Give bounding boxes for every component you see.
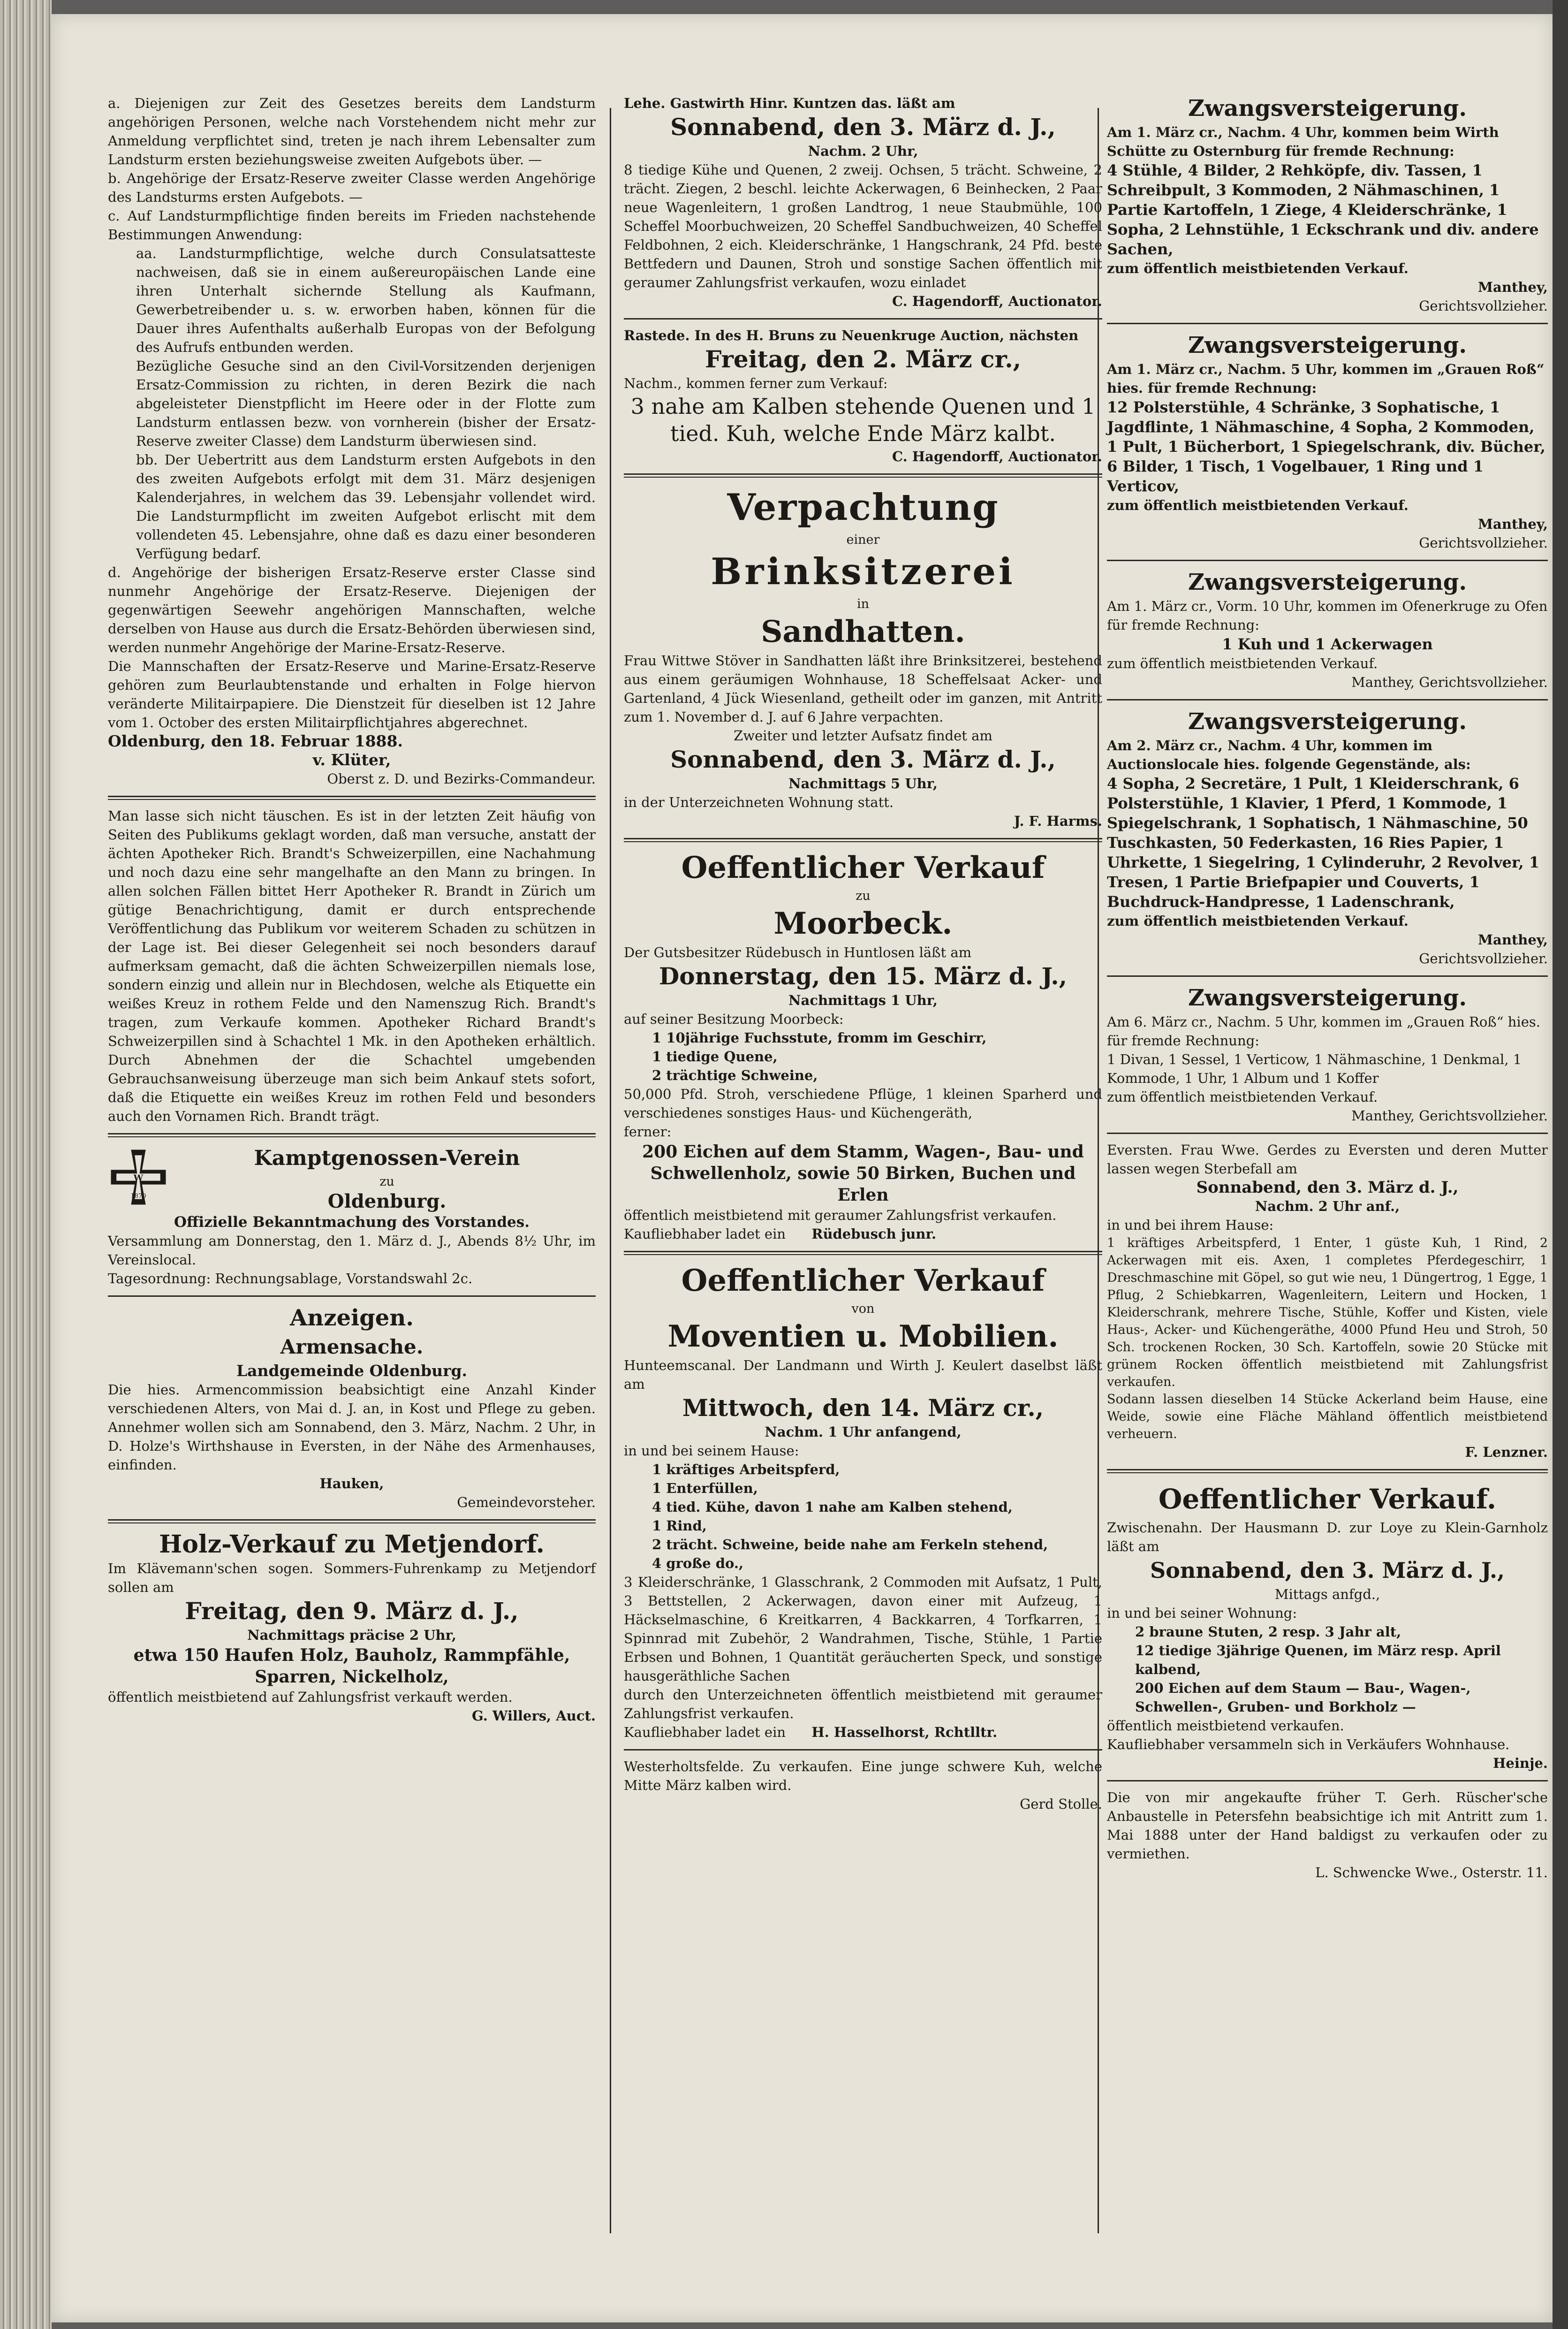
lehe-time: Nachm. 2 Uhr,: [808, 143, 918, 159]
zwang4-items: 4 Sopha, 2 Secretäre, 1 Pult, 1 Kleiderschrank, 6 Polsterstühle, 1 Klavier, 1 Pferd, 1 Kommode, 1 Spiegelschrank, 1 Sophatisch, 1 Nähmaschine, 50 Tuschkasten, 50 Federkasten, 16 Ries Papier, 1 Uhrkette, 1 Siegelring, 1 Cylinderuhr, 2 Revolver, 1 Tresen, 1 Partie Briefpapier und Couverts, 1 Buchdruck-Handpresse, 1 Ladenschrank,: [1107, 775, 1540, 911]
mobilien-item: 4 tied. Kühe, davon 1 nahe am Kalben stehend,: [652, 1499, 1013, 1515]
armen-text: Die hies. Armencommission beabsichtigt eine Anzahl Kinder verschiedenen Alters, von Mai d. J. an, in Kost und Pflege zu geben. Annehmer wollen sich am Sonnabend, den 3. März, Nachm. 2 Uhr, in D. Holze's Wirthshause in Eversten, in der Nähe des Armenhauses, einfinden.: [108, 1382, 596, 1473]
anzeigen-title: Anzeigen.: [290, 1305, 414, 1331]
zwang3-intro: Am 1. März cr., Vorm. 10 Uhr, kommen im Ofenerkruge zu Ofen für fremde Rechnung:: [1107, 598, 1548, 633]
holz-text: Im Klävemann'schen sogen. Sommers-Fuhrenkamp zu Metjendorf sollen am: [108, 1560, 596, 1595]
moorbeck-loc: auf seiner Besitzung Moorbeck:: [624, 1011, 844, 1027]
divider: [624, 838, 1102, 842]
mobilien-end: durch den Unterzeichneten öffentlich meistbietend mit geraumer Zahlungsfrist verkaufen.: [624, 1687, 1102, 1721]
eversten-text: 1 kräftiges Arbeitspferd, 1 Enter, 1 güste Kuh, 1 Rind, 2 Ackerwagen mit eis. Axen, 1 completes Pferdegeschirr, 1 Dreschmaschine mit Göpel, so gut wie neu, 1 Düngertrog, 1 Egge, 1 Pflug, 2 Schiebkarren, Wagenleitern, Leitern und Hocken, 1 Kleiderschrank, mehrere Tische, Stühle, Koffer und Kisten, viele Haus-, Acker- und Küchengeräthe, 4000 Pfund Heu und Stroh, 50 Sch. trockenen Rocken, 30 Sch. Kartoffeln, sowie 20 Stücke mit grünem Rocken öffentlich meistbietend mit Zahlungsfrist verkaufen.: [1107, 1236, 1548, 1389]
moorbeck-zu: zu: [856, 889, 871, 903]
verpachtung-date: Sonnabend, den 3. März d. J.,: [670, 746, 1056, 773]
zwang5-intro: Am 6. März cr., Nachm. 5 Uhr, kommen im „Grauen Roß“ hies. für fremde Rechnung:: [1107, 1014, 1540, 1049]
mobilien-item: 1 Enterfüllen,: [652, 1480, 758, 1496]
mobilien-von: von: [851, 1302, 875, 1316]
divider: [1107, 1469, 1548, 1473]
moorbeck-intro: Der Gutsbesitzer Rüdebusch in Huntlosen läßt am: [624, 944, 972, 960]
mobilien-item: 2 trächt. Schweine, beide nahe am Ferkeln stehend,: [652, 1537, 1048, 1553]
column-rule: [610, 108, 611, 2233]
zwang4-intro: Am 2. März cr., Nachm. 4 Uhr, kommen im Auctionslocale hies. folgende Gegenstände, als:: [1107, 738, 1471, 772]
zwang2-end: zum öffentlich meistbietenden Verkauf.: [1107, 497, 1409, 513]
verein-text: Versammlung am Donnerstag, den 1. März d. J., Abends 8½ Uhr, im Vereinslocal.: [108, 1233, 596, 1268]
law-item-a: a. Diejenigen zur Zeit des Gesetzes bereits dem Landsturm angehörigen Personen, welche nach Vorstehendem nicht mehr zur Anmeldung verpflichtet sind, treten je nach ihrem Lebensalter zum Landsturm ersten beziehungsweise zweiten Aufgebots über. —: [108, 95, 596, 167]
svg-text:W: W: [133, 1173, 144, 1183]
mobilien-date: Mittwoch, den 14. März cr.,: [682, 1394, 1044, 1422]
verein-city: Oldenburg.: [327, 1190, 447, 1212]
divider: [108, 796, 596, 800]
armen-sign-title: Gemeindevorsteher.: [457, 1494, 596, 1510]
moorbeck-ferner: ferner:: [624, 1124, 672, 1140]
divider: [624, 1251, 1102, 1255]
armen-title: Armensache.: [280, 1335, 424, 1358]
verpachtung-sign: J. F. Harms.: [1014, 813, 1102, 829]
zwang1-title: Zwangsversteigerung.: [1188, 95, 1467, 122]
verpachtung-loc: in der Unterzeichneten Wohnung statt.: [624, 794, 894, 810]
moorbeck-item: 1 tiedige Quene,: [652, 1049, 778, 1065]
holz-title: Holz-Verkauf zu Metjendorf.: [159, 1530, 545, 1559]
verein-agenda: Tagesordnung: Rechnungsablage, Vorstandswahl 2c.: [108, 1271, 473, 1286]
eversten-sign: F. Lenzner.: [1465, 1444, 1548, 1460]
zwang3-sign: Manthey, Gerichtsvollzieher.: [1351, 674, 1548, 690]
westerholtsfelde-sign: Gerd Stolle.: [1020, 1796, 1102, 1812]
rastede-date: Freitag, den 2. März cr.,: [704, 345, 1022, 373]
moorbeck-item: 2 trächtige Schweine,: [652, 1067, 818, 1083]
lehe-sign: C. Hagendorff, Auctionator.: [892, 293, 1102, 309]
zwang1-sign: Manthey,: [1477, 279, 1548, 295]
moorbeck-text: 50,000 Pfd. Stroh, verschiedene Pflüge, 1 kleinen Sparherd und verschiedenes sonstiges Haus- und Küchengeräth,: [624, 1086, 1102, 1121]
verpachtung-text: Frau Wittwe Stöver in Sandhatten läßt ihre Brinksitzerei, bestehend aus einem geräumigen Wohnhause, 18 Scheffelsaat Acker- und Gartenland, 4 Jück Wiesenland, getheilt oder im ganzen, mit Antritt zum 1. November d. J. auf 6 Jahre verpachten.: [624, 653, 1102, 725]
divider: [1107, 1780, 1548, 1781]
mobilien-title: Oeffentlicher Verkauf: [681, 1263, 1045, 1298]
zwang1-intro: Am 1. März cr., Nachm. 4 Uhr, kommen beim Wirth Schütte zu Osternburg für fremde Rechnung:: [1107, 124, 1499, 159]
rastede-sign: C. Hagendorff, Auctionator.: [892, 449, 1102, 464]
divider: [624, 1749, 1102, 1751]
armen-sign: Hauken,: [319, 1476, 384, 1492]
mobilien-intro: Hunteemscanal. Der Landmann und Wirth J. Keulert daselbst läßt am: [624, 1357, 1102, 1392]
divider: [1107, 699, 1548, 700]
book-gutter: [0, 0, 52, 2329]
moorbeck-place: Moorbeck.: [773, 906, 953, 941]
law-item-aa-note: Bezügliche Gesuche sind an den Civil-Vorsitzenden derjenigen Ersatz-Commission zu richten, in deren Bezirk die nach abgeleisteter Dienstpflicht im Heere oder in der Flotte zum Landsturm entlassen bezw. von vornherein (bisher der Ersatz-Reserve zweiter Classe) dem Landsturm überwiesen sind.: [136, 358, 596, 449]
zwang4-sign-title: Gerichtsvollzieher.: [1419, 951, 1548, 967]
rastede-items: 3 nahe am Kalben stehende Quenen und 1 tied. Kuh, welche Ende März kalbt.: [630, 394, 1096, 446]
zwang1-sign-title: Gerichtsvollzieher.: [1419, 298, 1548, 314]
zwischenahn-loc: in und bei seiner Wohnung:: [1107, 1605, 1297, 1621]
eversten-date: Sonnabend, den 3. März d. J.,: [1196, 1178, 1459, 1197]
zwang2-intro: Am 1. März cr., Nachm. 5 Uhr, kommen im „Grauen Roß“ hies. für fremde Rechnung:: [1107, 361, 1545, 396]
zwang1-items: 4 Stühle, 4 Bilder, 2 Rehköpfe, div. Tassen, 1 Schreibpult, 3 Kommoden, 2 Nähmaschinen, 1 Partie Kartoffeln, 1 Ziege, 4 Kleiderschränke, 1 Sopha, 2 Lehnstühle, 1 Eckschrank und div. andere Sachen,: [1107, 161, 1539, 258]
zwang3-items: 1 Kuh und 1 Ackerwagen: [1222, 635, 1433, 653]
signer-title: Oberst z. D. und Bezirks-Commandeur.: [327, 771, 596, 787]
zwang5-items: 1 Divan, 1 Sessel, 1 Verticow, 1 Nähmaschine, 1 Denkmal, 1 Kommode, 1 Uhr, 1 Album und 1 Koffer: [1107, 1051, 1522, 1086]
armen-subtitle: Landgemeinde Oldenburg.: [236, 1362, 468, 1380]
mobilien-text: 3 Kleiderschränke, 1 Glasschrank, 2 Commoden mit Aufsatz, 1 Pult, 3 Bettstellen, 2 Ackerwagen, davon einer mit Aufzeug, 1 Häckselmaschine, 6 Kreitkarren, 4 Backkarren, 4 Torfkarren, 1 Spinnrad mit Zubehör, 2 Wandrahmen, Tische, Stühle, 1 Partie Erbsen und Bohnen, 1 Quantität geräucherten Speck, und sonstige hausgeräthliche Sachen: [624, 1574, 1102, 1684]
zwischenahn-item: 200 Eichen auf dem Staum — Bau-, Wagen-, Schwellen-, Gruben- und Borkholz —: [1135, 1680, 1471, 1715]
moorbeck-end: öffentlich meistbietend mit geraumer Zahlungsfrist verkaufen.: [624, 1207, 1057, 1223]
mobilien-time: Nachm. 1 Uhr anfangend,: [765, 1424, 962, 1440]
holz-sign: G. Willers, Auct.: [471, 1708, 596, 1724]
moorbeck-date: Donnerstag, den 15. März d. J.,: [659, 962, 1068, 990]
zwang1-end: zum öffentlich meistbietenden Verkauf.: [1107, 260, 1409, 276]
eversten-loc: in und bei ihrem Hause:: [1107, 1217, 1274, 1233]
verein-zu: zu: [379, 1174, 394, 1189]
zwang4-end: zum öffentlich meistbietenden Verkauf.: [1107, 913, 1409, 929]
verein-ad: [108, 1144, 596, 1288]
mobilien-subject: Moventien u. Mobilien.: [667, 1319, 1059, 1354]
zwischenahn-date: Sonnabend, den 3. März d. J.,: [1150, 1558, 1505, 1583]
holz-time: Nachmittags präcise 2 Uhr,: [247, 1627, 456, 1643]
moorbeck-time: Nachmittags 1 Uhr,: [788, 992, 938, 1008]
holz-date: Freitag, den 9. März d. J.,: [185, 1597, 519, 1625]
law-item-c: c. Auf Landsturmpflichtige finden bereits im Frieden nachstehende Bestimmungen Anwendung:: [108, 208, 596, 243]
zwischenahn-time: Mittags anfgd.,: [1274, 1586, 1380, 1602]
lehe-intro: Lehe. Gastwirth Hinr. Kuntzen das. läßt am: [624, 95, 955, 111]
verpachtung-title: Verpachtung: [727, 486, 999, 529]
divider: [624, 473, 1102, 478]
petersfehn-text: Die von mir angekaufte früher T. Gerh. Rüscher'sche Anbaustelle in Petersfehn beabsichtige ich mit Antritt zum 1. Mai 1888 unter der Hand baldigst zu verkaufen oder zu vermiethen.: [1107, 1789, 1548, 1862]
column-2: [624, 94, 1102, 1813]
zwang2-sign-title: Gerichtsvollzieher.: [1419, 535, 1548, 551]
zwischenahn-intro: Zwischenahn. Der Hausmann D. zur Loye zu Klein-Garnholz läßt am: [1107, 1520, 1548, 1554]
lehe-text: 8 tiedige Kühe und Quenen, 2 zweij. Ochsen, 5 trächt. Schweine, 2 trächt. Ziegen, 2 beschl. leichte Ackerwagen, 6 Beinhecken, 2 Paar neue Wagenleitern, 1 großen Landtrog, 1 neue Staubmühle, 100 Scheffel Moorbuchweizen, 20 Scheffel Sandbuchweizen, 40 Scheffel Feldbohnen, 2 eich. Kleiderschränke, 1 Hangschrank, 24 Pfd. beste Bettfedern und Daunen, Stroh und sonstige Sachen öffentlich mit geraumer Zahlungsfrist verkaufen, wozu einladet: [624, 162, 1102, 290]
mobilien-loc: in und bei seinem Hause:: [624, 1443, 799, 1459]
law-item-aa: aa. Landsturmpflichtige, welche durch Consulatsatteste nachweisen, daß sie in einem außereuropäischen Lande eine ihren Unterhalt sichernde Stellung als Kaufmann, Gewerbetreibender u. s. w. erworben haben, können für die Dauer ihres Aufenthalts außerhalb Europas von der Befolgung des Aufrufs entbunden werden.: [136, 245, 596, 355]
moorbeck-item: 1 10jährige Fuchsstute, fromm im Geschirr,: [652, 1030, 987, 1046]
verpachtung-in: in: [856, 597, 870, 611]
divider: [1107, 560, 1548, 561]
rastede-intro: Rastede. In des H. Bruns zu Neuenkruge Auction, nächsten: [624, 327, 1079, 343]
divider: [1107, 323, 1548, 324]
eversten-text2: Sodann lassen dieselben 14 Stücke Ackerland beim Hause, eine Weide, sowie eine Fläche Mähland öffentlich meistbietend verheuern.: [1107, 1392, 1548, 1441]
mobilien-item: 4 große do.,: [652, 1555, 744, 1571]
zwischenahn-end2: Kaufliebhaber versammeln sich in Verkäufers Wohnhause.: [1107, 1736, 1510, 1752]
mobilien-sign: Kaufliebhaber ladet ein H. Hasselhorst, Rchtlltr.: [624, 1724, 998, 1740]
lehe-date: Sonnabend, den 3. März d. J.,: [670, 113, 1056, 141]
zwischenahn-end: öffentlich meistbietend verkaufen.: [1107, 1718, 1344, 1734]
column-1: [108, 94, 596, 1725]
petersfehn-sign: L. Schwencke Wwe., Osterstr. 11.: [1315, 1865, 1548, 1880]
zwang3-title: Zwangsversteigerung.: [1188, 569, 1467, 595]
zwischenahn-sign: Heinje.: [1493, 1755, 1548, 1771]
moorbeck-big: 200 Eichen auf dem Stamm, Wagen-, Bau- und Schwellenholz, sowie 50 Birken, Buchen und Erlen: [642, 1142, 1084, 1205]
zwang5-sign: Manthey, Gerichtsvollzieher.: [1351, 1108, 1548, 1124]
zwang2-title: Zwangsversteigerung.: [1188, 332, 1467, 358]
verpachtung-place: Sandhatten.: [761, 614, 965, 649]
moorbeck-sign: Kaufliebhaber ladet ein Rüdebusch junr.: [624, 1226, 937, 1242]
column-3: [1107, 94, 1548, 1882]
zwang2-items: 12 Polsterstühle, 4 Schränke, 3 Sophatische, 1 Jagdflinte, 1 Nähmaschine, 4 Sopha, 2 Kommoden, 1 Pult, 1 Bücherbort, 1 Spiegelschrank, div. Bücher, 6 Bilder, 1 Tisch, 1 Vogelbauer, 1 Ring und 1 Verticov,: [1107, 398, 1545, 495]
moorbeck-title: Oeffentlicher Verkauf: [681, 850, 1045, 885]
mobilien-item: 1 Rind,: [652, 1518, 707, 1534]
mobilien-item: 1 kräftiges Arbeitspferd,: [652, 1461, 840, 1477]
divider: [624, 318, 1102, 320]
brandt-notice: Man lasse sich nicht täuschen. Es ist in der letzten Zeit häufig von Seiten des Publikums geklagt worden, daß man versuche, anstatt der ächten Apotheker Rich. Brandt's Schweizerpillen, eine Nachahmung und noch dazu eine sehr mangelhafte an den Mann zu bringen. In allen solchen Fällen bittet Herr Apotheker R. Brandt in Zürich um gütige Benachrichtigung, damit er durch entsprechende Veröffentlichung das Publikum vor weiterem Schaden zu schützen in der Lage ist. Bei dieser Gelegenheit sei noch besonders darauf aufmerksam gemacht, daß die ächten Schweizerpillen niemals lose, sondern einzig und allein nur in Blechdosen, welche als Etiquette ein weißes Kreuz in rothem Felde und den Namenszug Rich. Brandt's tragen, zum Verkaufe kommen. Apotheker Richard Brandt's Schweizerpillen sind à Schachtel 1 Mk. in den Apotheken erhältlich. Durch Abnehmen der die Schachtel umgebenden Gebrauchsanweisung überzeuge man sich beim Ankauf stets sofort, daß die Etiquette ein weißes Kreuz im rothen Feld und besonders auch den Vornamen Rich. Brandt trägt.: [108, 808, 596, 1124]
divider: [1107, 975, 1548, 977]
zwang4-title: Zwangsversteigerung.: [1188, 708, 1467, 735]
verpachtung-time: Nachmittags 5 Uhr,: [788, 776, 938, 792]
rastede-time: Nachm., kommen ferner zum Verkauf:: [624, 375, 888, 391]
verein-title: Kamptgenossen-Verein: [254, 1146, 520, 1170]
eversten-intro: Eversten. Frau Wwe. Gerdes zu Eversten und deren Mutter lassen wegen Sterbefall am: [1107, 1142, 1548, 1177]
book-edge: [1553, 0, 1568, 2329]
holz-items: etwa 150 Haufen Holz, Bauholz, Rammpfähle, Sparren, Nickelholz,: [133, 1645, 570, 1687]
svg-text:1870: 1870: [130, 1193, 146, 1200]
divider: [108, 1519, 596, 1523]
law-item-b: b. Angehörige der Ersatz-Reserve zweiter Classe werden Angehörige des Landsturms ersten Aufgebots. —: [108, 170, 596, 205]
law-item-bb: bb. Der Uebertritt aus dem Landsturm ersten Aufgebots in den des zweiten Aufgebots erfolgt mit dem 31. März desjenigen Kalenderjahres, in welchem das 39. Lebensjahr vollendet wird. Die Landsturmpflicht im zweiten Aufgebot erlischt mit dem vollendeten 45. Lebensjahre, ohne daß es dazu einer besonderen Verfügung bedarf.: [136, 452, 596, 562]
zwang5-title: Zwangsversteigerung.: [1188, 985, 1467, 1011]
verpachtung-text2: Zweiter und letzter Aufsatz findet am: [734, 728, 992, 744]
law-item-d: d. Angehörige der bisherigen Ersatz-Reserve erster Classe sind nunmehr Angehörige der Ersatz-Reserve. Diejenigen der gegenwärtigen Seewehr angehörigen Mannschaften, welche derselben von Hause aus durch die Ersatz-Behörden überwiesen sind, werden nunmehr Angehörige der Marine-Ersatz-Reserve.: [108, 564, 596, 655]
signer-name: v. Klüter,: [312, 751, 391, 769]
dateline: Oldenburg, den 18. Februar 1888.: [108, 732, 403, 750]
zwang4-sign: Manthey,: [1477, 932, 1548, 948]
holz-end: öffentlich meistbietend auf Zahlungsfrist verkauft werden.: [108, 1689, 513, 1705]
verpachtung-subject: Brinksitzerei: [711, 550, 1015, 593]
divider: [108, 1133, 596, 1137]
divider: [1107, 1133, 1548, 1134]
zwang3-end: zum öffentlich meistbietenden Verkauf.: [1107, 655, 1378, 671]
law-note: Die Mannschaften der Ersatz-Reserve und Marine-Ersatz-Reserve gehören zum Beurlaubtenstande und erhalten in Folge hiervon veränderte Militairpapiere. Die Dienstzeit für dieselben ist 12 Jahre vom 1. October des ersten Militairpflichtjahres abgerechnet.: [108, 658, 596, 731]
zwischenahn-title: Oeffentlicher Verkauf.: [1158, 1483, 1497, 1515]
zwischenahn-item: 12 tiedige 3jährige Quenen, im März resp. April kalbend,: [1135, 1643, 1501, 1677]
divider: [108, 1295, 596, 1297]
zwischenahn-item: 2 braune Stuten, 2 resp. 3 Jahr alt,: [1135, 1624, 1401, 1640]
zwang5-end: zum öffentlich meistbietenden Verkauf.: [1107, 1089, 1378, 1105]
eversten-time: Nachm. 2 Uhr anf.,: [1255, 1198, 1400, 1214]
iron-cross-icon: [108, 1147, 169, 1208]
zwang2-sign: Manthey,: [1477, 516, 1548, 532]
verein-subtitle: Offizielle Bekanntmachung des Vorstandes.: [174, 1214, 530, 1231]
verpachtung-einer: einer: [846, 533, 880, 547]
westerholtsfelde-text: Westerholtsfelde. Zu verkaufen. Eine junge schwere Kuh, welche Mitte März kalben wird.: [624, 1758, 1102, 1793]
